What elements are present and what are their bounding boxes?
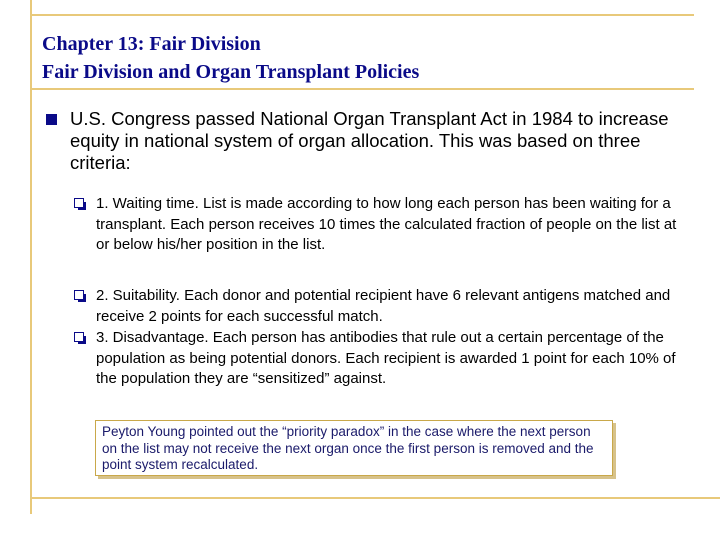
- slide-title: [42, 30, 419, 86]
- title-topic: Fair Division and Organ Transplant Policies: [42, 61, 420, 83]
- note-text: Peyton Young pointed out the “priority paradox” in the case where the next person on the list may not receive the next organ once the first person is removed and the point system recalculated.: [102, 424, 594, 472]
- title-chapter: Chapter 13: Fair Division: [42, 33, 261, 55]
- hollow-square-bullet-icon: [74, 198, 84, 208]
- criterion-text: 1. Waiting time. List is made according to how long each person has been waiting for a transplant. Each person receives 10 times the calculated fraction of people on the list at or below his/her position in the list.: [96, 195, 677, 253]
- criterion-text: 3. Disadvantage. Each person has antibodies that rule out a certain percentage of the population as being potential donors. Each recipient is awarded 1 point for each 10% of the population they are “sensitized” against.: [96, 329, 676, 387]
- criterion-waiting-time: [74, 194, 684, 256]
- main-bullet: [46, 108, 686, 174]
- hollow-square-bullet-icon: [74, 290, 84, 300]
- criterion-disadvantage: [74, 328, 684, 390]
- square-bullet-icon: [46, 114, 57, 125]
- bottom-rule: [30, 497, 720, 499]
- top-rule: [30, 14, 694, 16]
- criterion-suitability: [74, 286, 684, 327]
- criterion-text: 2. Suitability. Each donor and potential recipient have 6 relevant antigens matched and receive 2 points for each successful match.: [96, 287, 671, 325]
- left-rule: [30, 0, 32, 514]
- main-bullet-text: U.S. Congress passed National Organ Transplant Act in 1984 to increase equity in national system of organ allocation. This was based on three criteria:: [70, 108, 669, 173]
- hollow-square-bullet-icon: [74, 332, 84, 342]
- note-box: [95, 420, 613, 476]
- title-underline-rule: [30, 88, 694, 90]
